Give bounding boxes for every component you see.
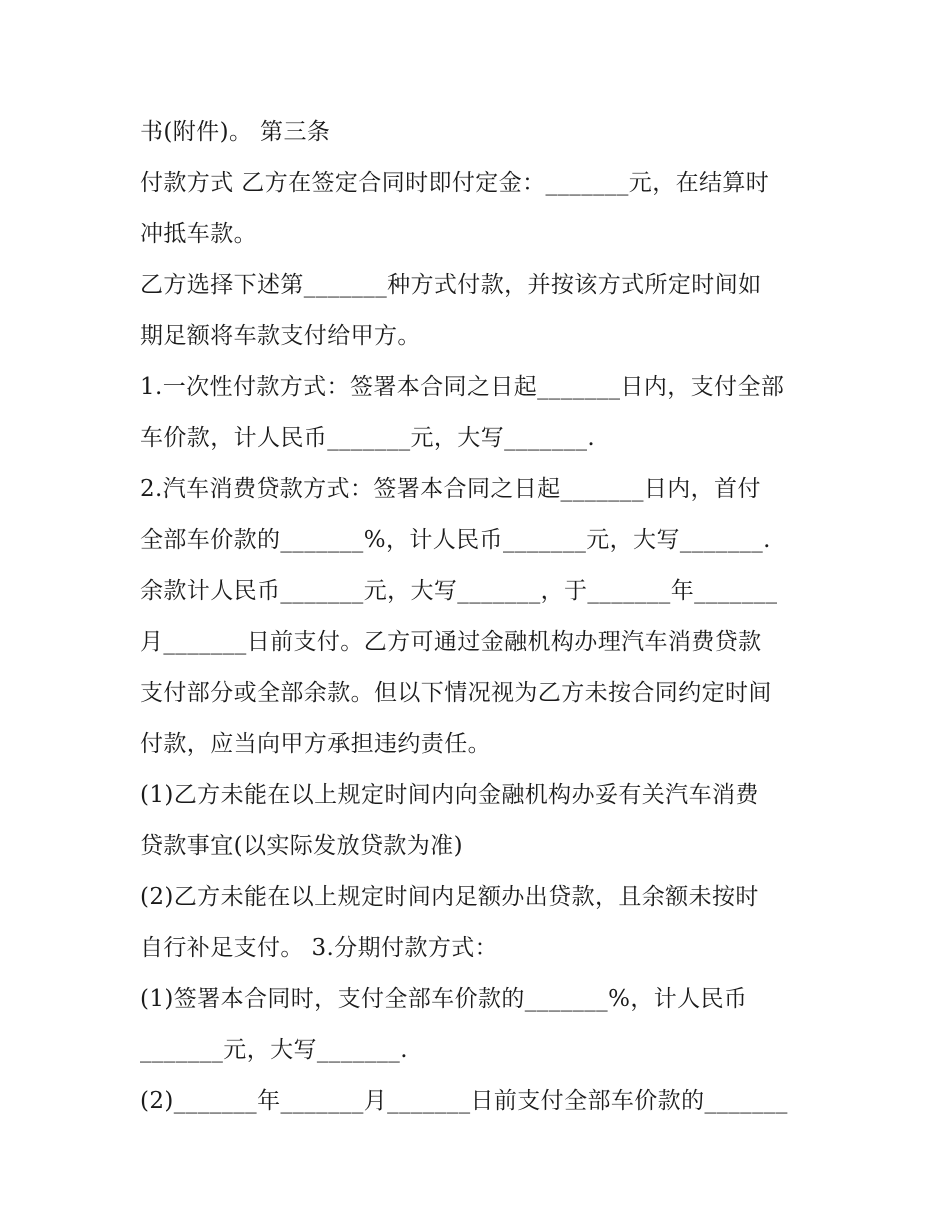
text-line: 书(附件)。 第三条 [140,119,331,145]
text-line: 乙方选择下述第_______种方式付款，并按该方式所定时间如 [140,272,762,298]
text-line: 全部车价款的_______%，计人民币_______元，大写_______. [140,527,771,553]
text-line: (1)签署本合同时，支付全部车价款的_______%，计人民币 [140,986,748,1012]
text-line: 余款计人民币_______元，大写_______，于_______年_______ [140,578,778,604]
text-line: 贷款事宜(以实际发放贷款为准) [140,833,463,859]
text-line: (2)_______年_______月_______日前支付全部车价款的_______ [140,1088,788,1114]
text-line: 付款方式 乙方在签定合同时即付定金：_______元，在结算时 [140,170,770,196]
text-line: 自行补足支付。 3.分期付款方式： [140,935,499,961]
text-line: 车价款，计人民币_______元，大写_______. [140,425,596,451]
text-line: 期足额将车款支付给甲方。 [140,323,421,349]
text-line: _______元，大写_______. [140,1037,408,1063]
text-line: 付款，应当向甲方承担违约责任。 [140,731,491,757]
text-line: (1)乙方未能在以上规定时间内向金融机构办妥有关汽车消费 [140,782,759,808]
text-line: 1.一次性付款方式：签署本合同之日起_______日内，支付全部 [140,374,785,400]
text-line: 月_______日前支付。乙方可通过金融机构办理汽车消费贷款 [140,629,762,655]
text-line: 支付部分或全部余款。但以下情况视为乙方未按合同约定时间 [140,680,772,706]
text-line: 冲抵车款。 [140,221,257,247]
text-line: (2)乙方未能在以上规定时间内足额办出贷款，且余额未按时 [140,884,759,910]
text-line: 2.汽车消费贷款方式：签署本合同之日起_______日内，首付 [140,476,761,502]
contract-text-body [140,107,830,1127]
